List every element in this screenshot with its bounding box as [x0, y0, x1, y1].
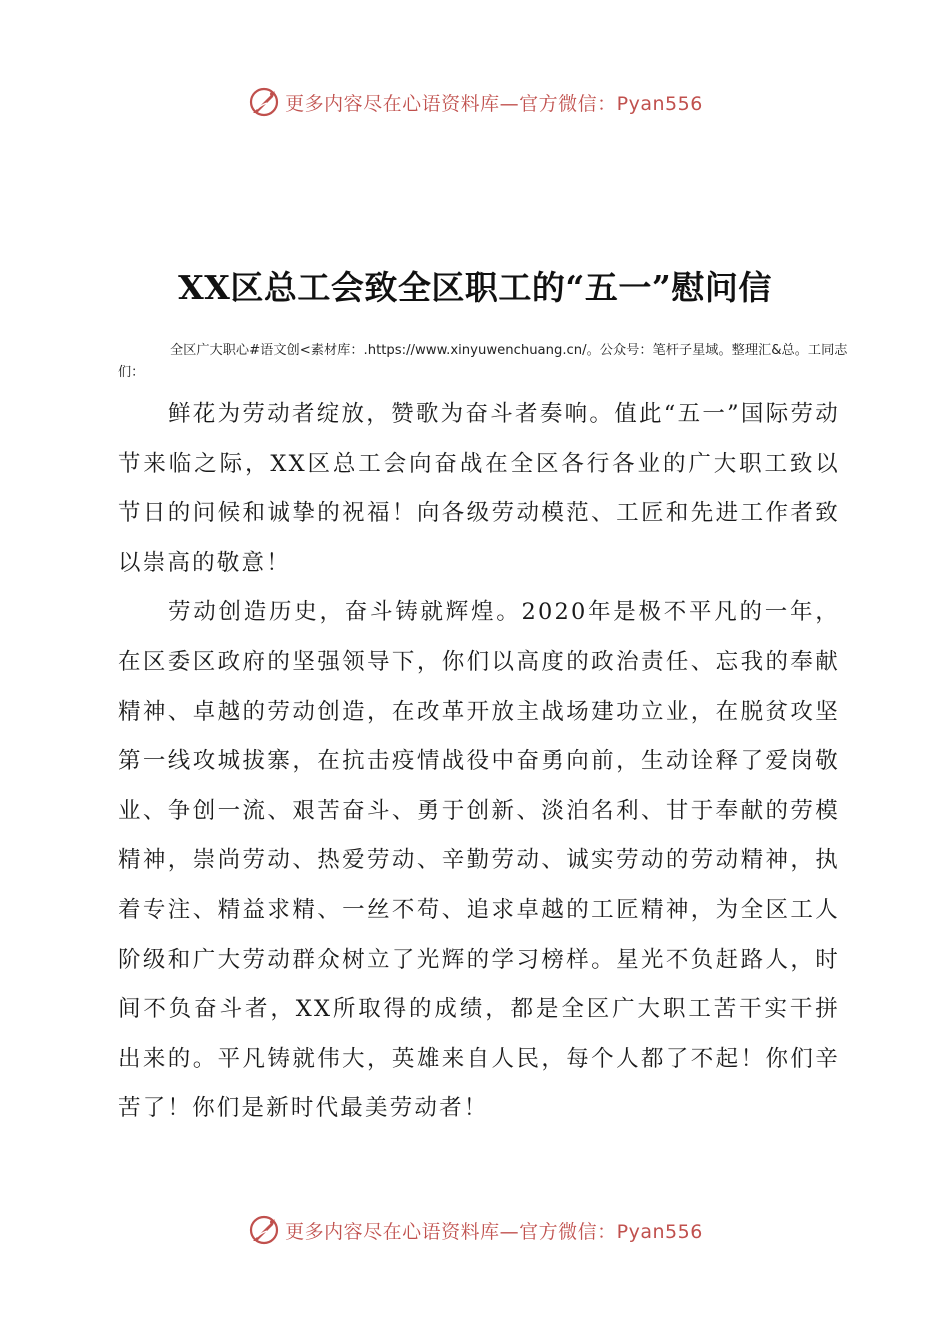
footer-banner: [0, 1210, 950, 1250]
letter-body: [118, 390, 840, 1134]
source-line: 全区广大职心#语文创<素材库：.https://www.xinyuwenchuang.cn/。公众号：笔杆子星域。整理汇&总。工同志们：: [118, 343, 848, 380]
header-banner-text: 更多内容尽在心语资料库—官方微信：Pyan556: [285, 92, 703, 115]
document-title: XX区总工会致全区职工的“五一”慰问信: [178, 268, 772, 307]
pen-logo-icon: [247, 85, 281, 119]
header-banner: [0, 82, 950, 122]
pen-logo-icon: [247, 1213, 281, 1247]
body-paragraph-1: 鲜花为劳动者绽放，赞歌为奋斗者奏响。值此“五一”国际劳动节来临之际，XX区总工会向奋战在全区各行各业的广大职工致以节日的问候和诚挚的祝福！向各级劳动模范、工匠和先进工作者致以崇高的敬意！: [118, 401, 840, 576]
body-paragraph-2: 劳动创造历史，奋斗铸就辉煌。2020年是极不平凡的一年，在区委区政府的坚强领导下，你们以高度的政治责任、忘我的奉献精神、卓越的劳动创造，在改革开放主战场建功立业，在脱贫攻坚第一线攻城拔寨，在抗击疫情战役中奋勇向前，生动诠释了爱岗敬业、争创一流、艰苦奋斗、勇于创新、淡泊名利、甘于奉献的劳模精神，崇尚劳动、热爱劳动、辛勤劳动、诚实劳动的劳动精神，执着专注、精益求精、一丝不苟、追求卓越的工匠精神，为全区工人阶级和广大劳动群众树立了光辉的学习榜样。星光不负赶路人，时间不负奋斗者，XX所取得的成绩，都是全区广大职工苦干实干拼出来的。平凡铸就伟大，英雄来自人民，每个人都了不起！你们辛苦了！你们是新时代最美劳动者！: [118, 599, 840, 1122]
footer-banner-text: 更多内容尽在心语资料库—官方微信：Pyan556: [285, 1220, 703, 1243]
